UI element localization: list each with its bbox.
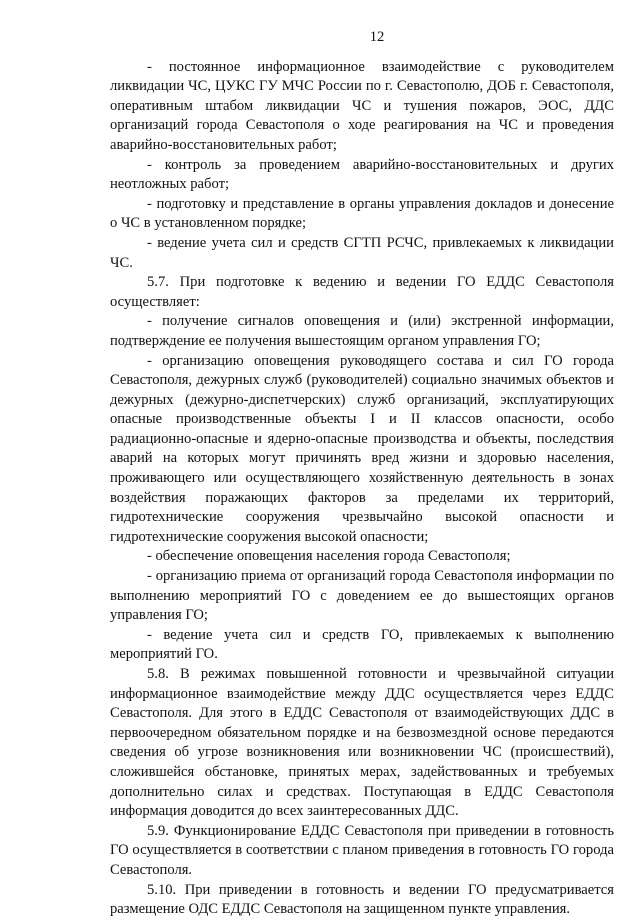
paragraph-5-10: 5.10. При приведении в готовность и ведении ГО предусматривается размещение ОДС ЕДДС Севастополя на защищенном пункте управления. — [110, 881, 614, 918]
paragraph-1: - постоянное информационное взаимодействие с руководителем ликвидации ЧС, ЦУКС ГУ МЧС России по г. Севастополю, ДОБ г. Севастополя, оперативным штабом ликвидации ЧС и тушения пожаров, ЭОС, ДДС организаций города Севастополя о ходе реагирования на ЧС и проведения аварийно-восстановительных работ; — [110, 58, 614, 153]
paragraph-5-8: 5.8. В режимах повышенной готовности и чрезвычайной ситуации информационное взаимодействие между ДДС осуществляется через ЕДДС Севастополя. Для этого в ЕДДС Севастополя от взаимодействующих ДДС в первоочередном обязательном порядке и на безвозмездной основе передаются сведения об угрозе возникновения или возникновении ЧС (происшествий), сложившейся обстановке, принятых мерах, задействованных и требуемых дополнительно силах и средствах. Поступающая в ЕДДС Севастополя информация доводится до всех заинтересованных ДДС. — [110, 666, 614, 820]
document-body — [110, 58, 614, 920]
paragraph-10: - ведение учета сил и средств ГО, привлекаемых к выполнению мероприятий ГО. — [110, 626, 614, 663]
paragraph-5-7: 5.7. При подготовке к ведению и ведении ГО ЕДДС Севастополя осуществляет: — [110, 274, 614, 310]
page-number: 12 — [369, 29, 385, 45]
paragraph-6: - получение сигналов оповещения и (или) экстренной информации, подтверждение ее получения вышестоящим органом управления ГО; — [110, 313, 614, 349]
paragraph-2: - контроль за проведением аварийно-восстановительных и других неотложных работ; — [110, 156, 614, 193]
paragraph-8: - обеспечение оповещения населения города Севастополя; — [147, 548, 511, 565]
paragraph-3: - подготовку и представление в органы управления докладов и донесение о ЧС в установленном порядке; — [110, 195, 614, 232]
paragraph-4: - ведение учета сил и средств СГТП РСЧС, привлекаемых к ликвидации ЧС. — [110, 234, 614, 271]
paragraph-5-9: 5.9. Функционирование ЕДДС Севастополя при приведении в готовность ГО осуществляется в соответствии с планом приведения в готовность ГО города Севастополя. — [110, 822, 614, 878]
paragraph-7: - организацию оповещения руководящего состава и сил ГО города Севастополя, дежурных служб (руководителей) социально значимых объектов и дежурных (дежурно-диспетчерских) служб организаций, эксплуатирующих опасные производственные объекты I и II классов опасности, особо радиационно-опасные и ядерно-опасные производства и объекты, последствия аварий на которых могут причинять вред жизни и здоровью населения, проживающего или осуществляющего хозяйственную деятельность в зонах воздействия поражающих факторов за пределами их территорий, гидротехнические сооружения чрезвычайно высокой опасности и гидротехнические сооружения высокой опасности; — [110, 352, 614, 545]
paragraph-9: - организацию приема от организаций города Севастополя информации по выполнению мероприятий ГО с доведением ее до вышестоящих органов управления ГО; — [110, 568, 614, 624]
